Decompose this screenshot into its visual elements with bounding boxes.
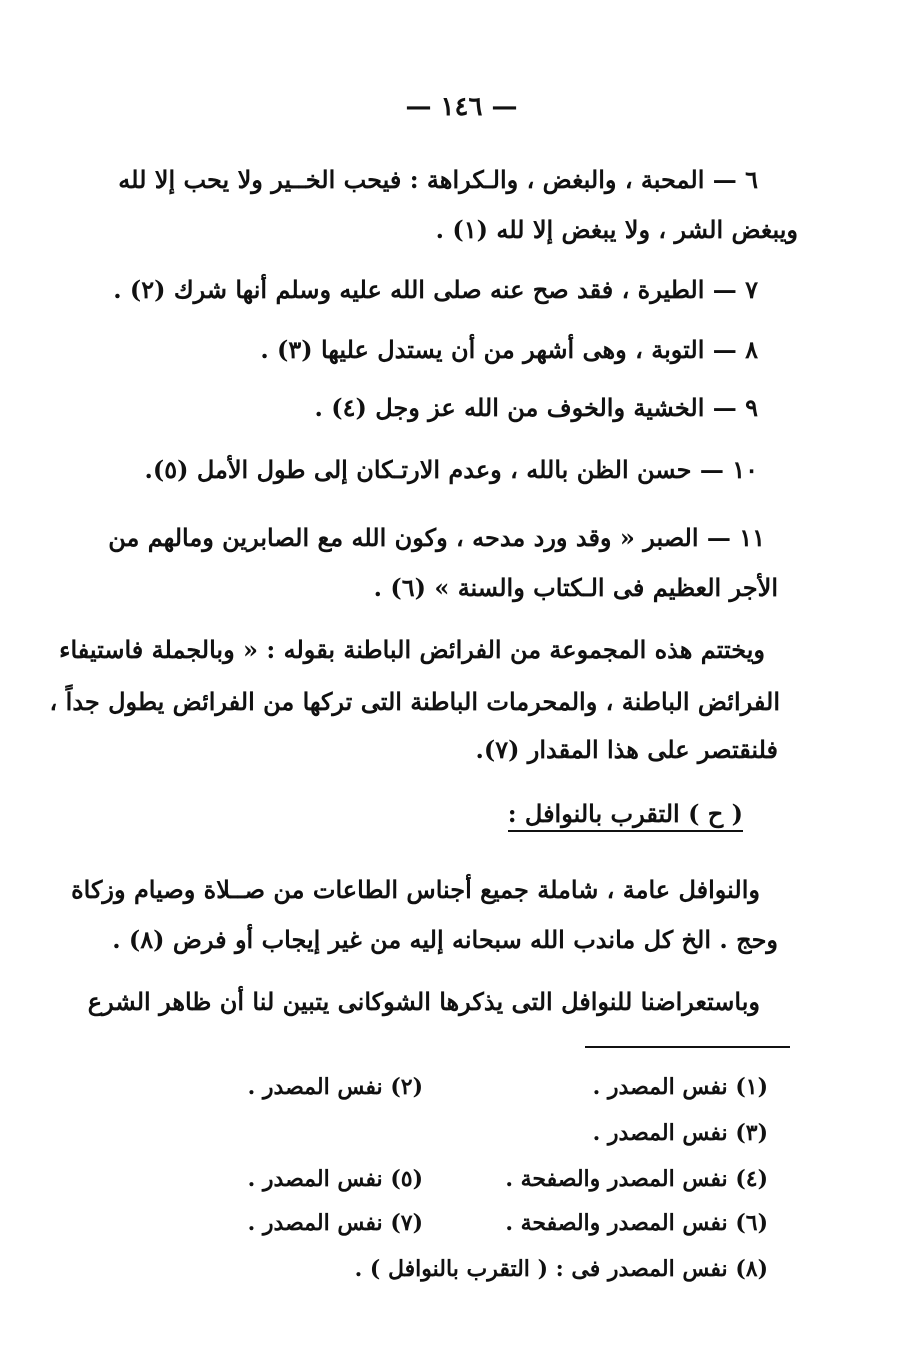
footnote-7: (٧) نفس المصدر . [247,1210,423,1236]
page-number [0,92,923,122]
item-8: ٨ — التوبة ، وهى أشهر من أن يستدل عليها (٣) . [260,335,758,364]
text-line-2: ويبغض الشر ، ولا يبغض إلا لله (١) . [435,215,798,244]
paragraph-2-line-1: والنوافل عامة ، شاملة جميع أجناس الطاعات من صــلاة وصيام وزكاة [71,875,760,904]
paragraph-line-2: الفرائض الباطنة ، والمحرمات الباطنة التى تركها من الفرائض يطول جداً ، [49,687,780,716]
text-line-1: ٦ — المحبة ، والبغض ، والـكراهة : فيحب الخــير ولا يحب إلا لله [118,165,758,194]
footnote-3: (٣) نفس المصدر . [592,1120,768,1146]
paragraph-2-line-2: وحج . الخ كل ماندب الله سبحانه إليه من غير إيجاب أو فرض (٨) . [112,925,778,954]
item-10: ١٠ — حسن الظن بالله ، وعدم الارتـكان إلى طول الأمل (٥). [144,455,758,484]
paragraph-line-1: ويختتم هذه المجموعة من الفرائض الباطنة بقوله : « وبالجملة فاستيفاء [59,635,765,664]
footnote-8: (٨) نفس المصدر فى : ( التقرب بالنوافل ) . [354,1256,768,1282]
item-7: ٧ — الطيرة ، فقد صح عنه صلى الله عليه وسلم أنها شرك (٢) . [113,275,758,304]
page-number-text: — ١٤٦ — [405,92,518,122]
item-11-line-2: الأجر العظيم فى الـكتاب والسنة » (٦) . [373,573,778,602]
footnote-4: (٤) نفس المصدر والصفحة . [505,1166,768,1192]
paragraph-3-line-1: وباستعراضنا للنوافل التى يذكرها الشوكانى يتبين لنا أن ظاهر الشرع [87,987,760,1016]
footnote-1: (١) نفس المصدر . [592,1074,768,1100]
item-9: ٩ — الخشية والخوف من الله عز وجل (٤) . [314,393,758,422]
footnote-6: (٦) نفس المصدر والصفحة . [505,1210,768,1236]
item-11-line-1: ١١ — الصبر « وقد ورد مدحه ، وكون الله مع الصابرين ومالهم من [108,523,765,552]
section-heading [508,800,743,829]
section-heading-text: ( ح ) التقرب بالنوافل : [508,799,743,832]
paragraph-line-3: فلنقتصر على هذا المقدار (٧). [475,735,778,764]
footnote-2: (٢) نفس المصدر . [247,1074,423,1100]
footnote-5: (٥) نفس المصدر . [247,1166,423,1192]
footnote-divider [585,1046,790,1048]
